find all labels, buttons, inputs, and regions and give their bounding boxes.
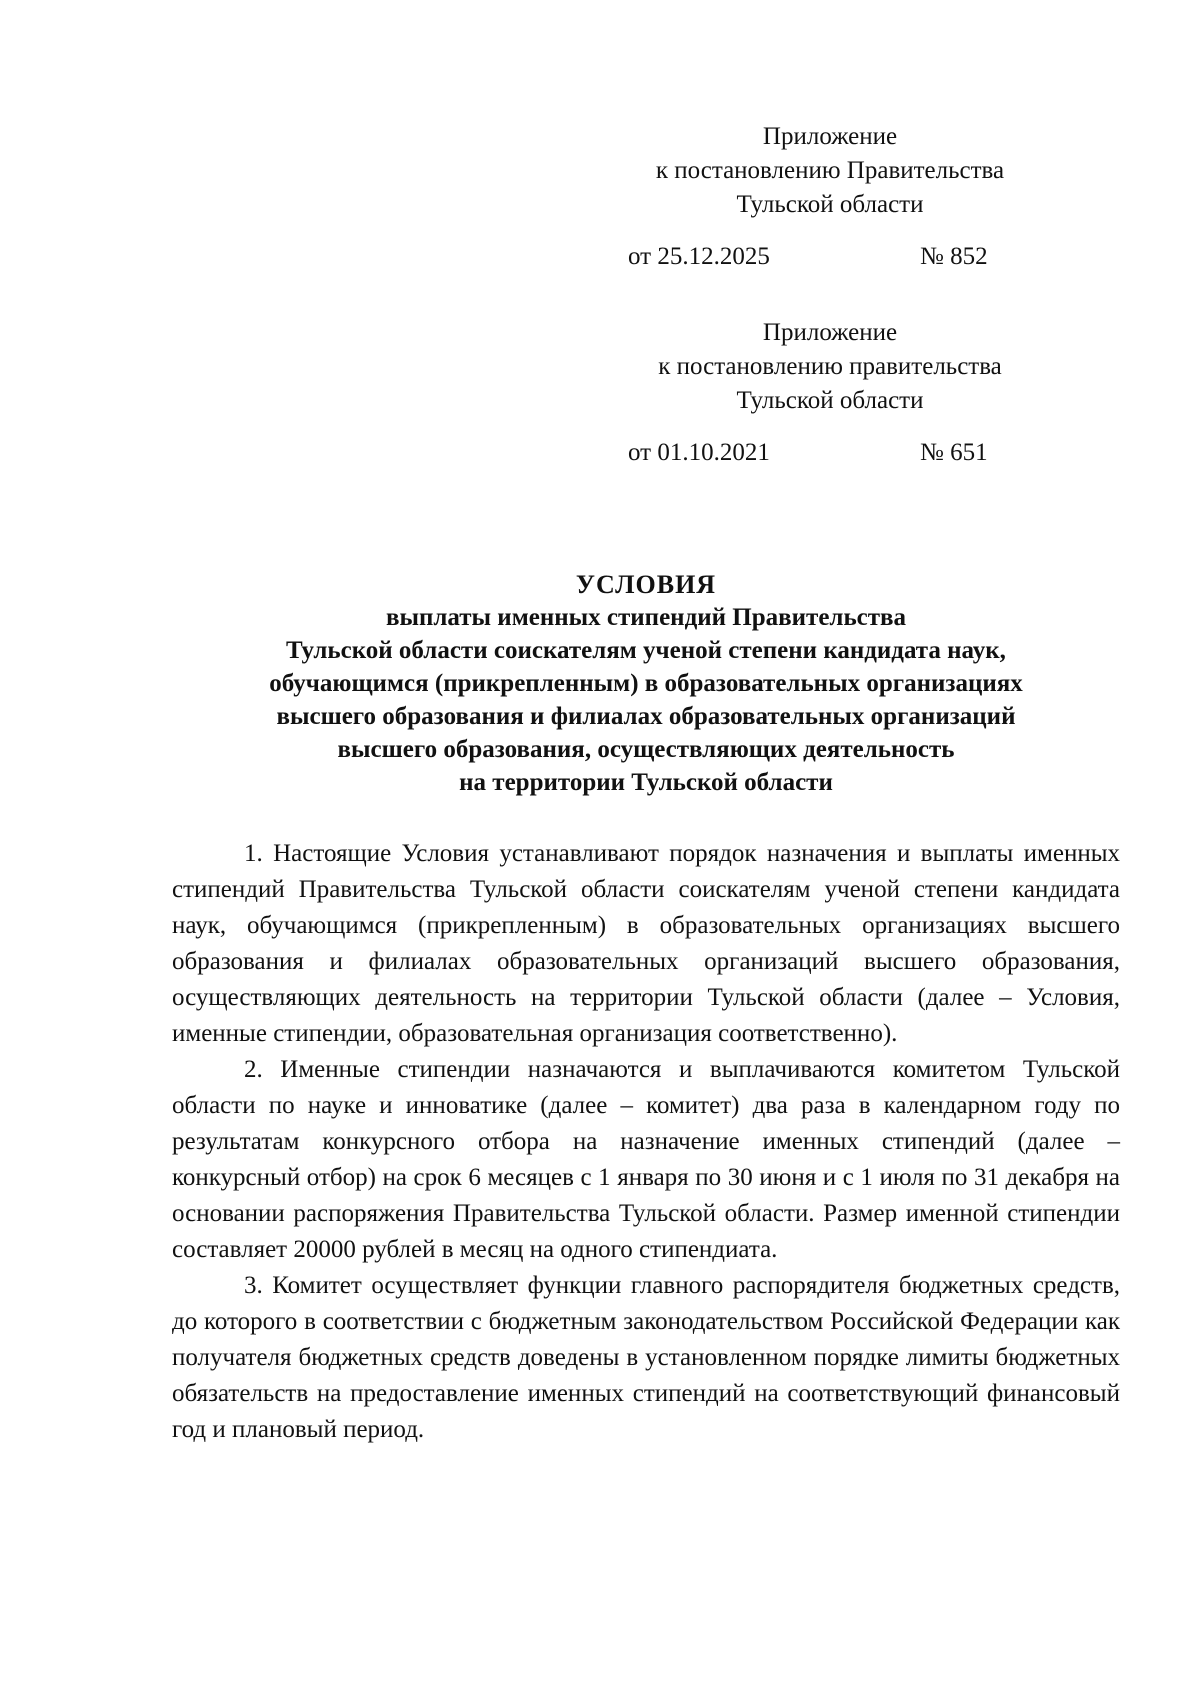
appendix-date: от 01.10.2021	[628, 439, 770, 466]
title-heading: УСЛОВИЯ	[575, 570, 717, 599]
appendix-date: от 25.12.2025	[628, 243, 770, 270]
appendix-resolution-ref: к постановлению правительства	[658, 353, 1002, 380]
appendix-number: № 852	[920, 243, 988, 270]
appendix-region: Тульской области	[736, 191, 924, 218]
appendix-header-original	[620, 316, 1040, 418]
title-line: обучающимся (прикрепленным) в образовательных организациях	[269, 670, 1023, 697]
appendix-label: Приложение	[762, 123, 898, 150]
title-line: высшего образования и филиалах образовательных организаций	[276, 703, 1016, 730]
document-body	[172, 836, 1120, 1448]
title-line: на территории Тульской области	[459, 769, 833, 796]
paragraph-3: 3. Комитет осуществляет функции главного распорядителя бюджетных средств, до которого в соответствии с бюджетным законодательством Российской Федерации как получателя бюджетных средств доведены в установленном порядке лимиты бюджетных обязательств на предоставление именных стипендий на соответствующий финансовый год и плановый период.	[172, 1272, 1120, 1443]
appendix-header-current	[620, 120, 1040, 222]
title-line: выплаты именных стипендий Правительства	[385, 604, 907, 631]
paragraph-1: 1. Настоящие Условия устанавливают порядок назначения и выплаты именных стипендий Правительства Тульской области соискателям ученой степени кандидата наук, обучающимся (прикрепленным) в образовательных организациях высшего образования и филиалах образовательных организаций высшего образования, осуществляющих деятельность на территории Тульской области (далее – Условия, именные стипендии, образовательная организация соответственно).	[172, 840, 1120, 1047]
title-line: Тульской области соискателям ученой степени кандидата наук,	[286, 637, 1006, 664]
appendix-label: Приложение	[762, 319, 898, 346]
document-title	[172, 568, 1120, 799]
appendix-resolution-ref: к постановлению Правительства	[655, 157, 1005, 184]
paragraph-2: 2. Именные стипендии назначаются и выплачиваются комитетом Тульской области по науке и инноватике (далее – комитет) два раза в календарном году по результатам конкурсного отбора на назначение именных стипендий (далее – конкурсный отбор) на срок 6 месяцев с 1 января по 30 июня и с 1 июля по 31 декабря на основании распоряжения Правительства Тульской области. Размер именной стипендии составляет 20000 рублей в месяц на одного стипендиата.	[172, 1056, 1120, 1263]
appendix-region: Тульской области	[736, 387, 924, 414]
title-line: высшего образования, осуществляющих деятельность	[337, 736, 955, 763]
appendix-number: № 651	[920, 439, 988, 466]
